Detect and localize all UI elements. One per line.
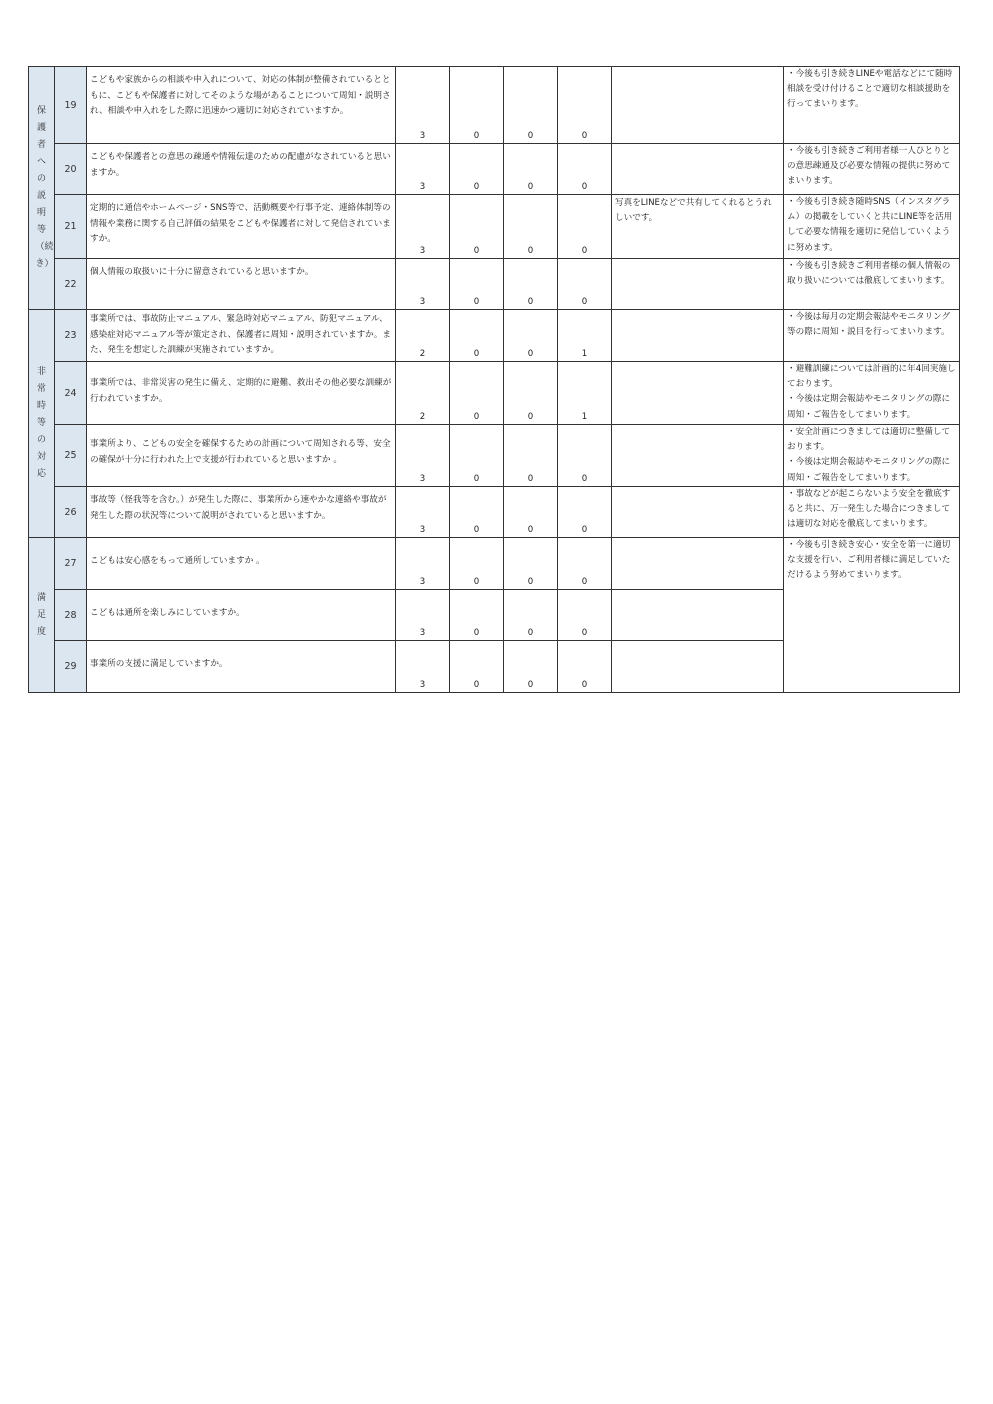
count-cell bbox=[396, 144, 450, 195]
category-label: 満足度 bbox=[36, 592, 46, 637]
question-text: 事業所では、事故防止マニュアル、緊急時対応マニュアル、防犯マニュアル、感染症対応マニュアル等が策定され、保護者に周知・説明されていますか。また、発生を想定した訓練が実施されていますか。 bbox=[90, 314, 391, 355]
table-row bbox=[29, 487, 960, 538]
response-line: ・今後も引き続きご利用者様の個人情報の取り扱いについては徹底してまいります。 bbox=[787, 261, 951, 287]
count-cell bbox=[558, 362, 612, 425]
count-value: 0 bbox=[581, 525, 588, 535]
question-text: こどもや家族からの相談や申入れについて、対応の体制が整備されているとともに、こどもや保護者に対してそのような場があることについて周知・説明され、相談や申入れをした際に迅速かつ適切に対応されていますか。 bbox=[90, 75, 391, 116]
response-line: ・避難訓練については計画的に年4回実施しております。 bbox=[787, 364, 956, 390]
count-value: 0 bbox=[581, 131, 588, 141]
feedback-text bbox=[612, 144, 783, 145]
response-cell bbox=[784, 487, 960, 538]
count-cell bbox=[396, 67, 450, 144]
count-value: 1 bbox=[581, 412, 588, 422]
count-value: 0 bbox=[527, 182, 534, 192]
count-cell bbox=[504, 538, 558, 590]
count-value: 0 bbox=[527, 680, 534, 690]
count-cell bbox=[558, 487, 612, 538]
count-value: 3 bbox=[419, 246, 426, 256]
row-number: 25 bbox=[55, 425, 87, 487]
count-cell bbox=[558, 67, 612, 144]
table-row bbox=[29, 538, 960, 590]
question-cell bbox=[87, 67, 396, 144]
response-line: ・安全計画につきましては適切に整備しております。 bbox=[787, 427, 951, 453]
count-value: 0 bbox=[527, 412, 534, 422]
count-cell bbox=[558, 538, 612, 590]
response-line: ・今後も引き続き安心・安全を第一に適切な支援を行い、ご利用者様に満足していただけるよう努めてまいります。 bbox=[787, 540, 951, 581]
row-number: 27 bbox=[55, 538, 87, 590]
count-value: 0 bbox=[527, 474, 534, 484]
response-cell bbox=[784, 310, 960, 362]
count-cell bbox=[396, 487, 450, 538]
count-value: 0 bbox=[473, 182, 480, 192]
count-cell bbox=[450, 590, 504, 641]
count-value: 0 bbox=[527, 525, 534, 535]
table-row bbox=[29, 67, 960, 144]
count-value: 0 bbox=[473, 349, 480, 359]
count-value: 0 bbox=[473, 680, 480, 690]
count-value: 0 bbox=[581, 182, 588, 192]
count-cell bbox=[558, 641, 612, 693]
table-row bbox=[29, 362, 960, 425]
count-cell bbox=[450, 425, 504, 487]
count-cell bbox=[558, 195, 612, 259]
question-text: こどもは通所を楽しみにしていますか。 bbox=[90, 608, 245, 618]
question-text: 事故等（怪我等を含む。）が発生した際に、事業所から速やかな連絡や事故が発生した際の状況等について説明がされていると思いますか。 bbox=[90, 495, 387, 521]
question-cell bbox=[87, 310, 396, 362]
count-cell bbox=[450, 144, 504, 195]
question-text: 事業所より、こどもの安全を確保するための計画について周知される等、安全の確保が十分に行われた上で支援が行われていると思いますか 。 bbox=[90, 439, 391, 465]
count-value: 0 bbox=[473, 525, 480, 535]
count-cell bbox=[396, 362, 450, 425]
feedback-cell bbox=[612, 195, 784, 259]
count-value: 3 bbox=[419, 297, 426, 307]
question-cell bbox=[87, 144, 396, 195]
feedback-text bbox=[612, 641, 783, 642]
count-cell bbox=[504, 425, 558, 487]
category-cell bbox=[29, 310, 55, 538]
count-value: 0 bbox=[581, 680, 588, 690]
count-value: 0 bbox=[527, 349, 534, 359]
feedback-cell bbox=[612, 590, 784, 641]
question-text: こどもや保護者との意思の疎通や情報伝達のための配慮がなされていると思いますか。 bbox=[90, 152, 391, 178]
count-value: 0 bbox=[581, 628, 588, 638]
count-cell bbox=[504, 67, 558, 144]
count-value: 0 bbox=[527, 297, 534, 307]
response-line: ・今後は定期会報誌やモニタリングの際に周知・ご報告をしてまいります。 bbox=[787, 394, 951, 420]
feedback-text: 写真をLINEなどで共有してくれるとうれしいです。 bbox=[615, 198, 772, 223]
count-value: 2 bbox=[419, 349, 426, 359]
table-row bbox=[29, 259, 960, 310]
count-cell bbox=[396, 425, 450, 487]
feedback-text bbox=[612, 67, 783, 68]
count-value: 3 bbox=[419, 131, 426, 141]
count-cell bbox=[558, 425, 612, 487]
row-number: 24 bbox=[55, 362, 87, 425]
table-row bbox=[29, 310, 960, 362]
count-cell bbox=[450, 67, 504, 144]
row-number: 19 bbox=[55, 67, 87, 144]
row-number: 29 bbox=[55, 641, 87, 693]
feedback-cell bbox=[612, 310, 784, 362]
question-text: 事業所では、非常災害の発生に備え、定期的に避難、救出その他必要な訓練が行われていますか。 bbox=[90, 378, 392, 404]
row-number: 21 bbox=[55, 195, 87, 259]
count-cell bbox=[558, 144, 612, 195]
count-cell bbox=[504, 144, 558, 195]
count-cell bbox=[450, 310, 504, 362]
count-value: 0 bbox=[581, 297, 588, 307]
count-value: 2 bbox=[419, 412, 426, 422]
count-value: 0 bbox=[581, 246, 588, 256]
question-cell bbox=[87, 538, 396, 590]
count-cell bbox=[396, 259, 450, 310]
count-value: 0 bbox=[527, 131, 534, 141]
feedback-text bbox=[612, 362, 783, 363]
response-line: ・今後も引き続き随時SNS（インスタグラム）の掲載をしていくと共にLINE等を活用して必要な情報を適切に発信していくように努めます。 bbox=[787, 197, 953, 253]
count-value: 1 bbox=[581, 349, 588, 359]
category-label: 保護者への説明等（続き） bbox=[35, 106, 54, 269]
count-cell bbox=[396, 641, 450, 693]
feedback-cell bbox=[612, 425, 784, 487]
question-cell bbox=[87, 195, 396, 259]
response-line: ・今後も引き続きLINEや電話などにて随時相談を受け付けることで適切な相談援助を行ってまいります。 bbox=[787, 69, 953, 110]
count-cell bbox=[450, 259, 504, 310]
count-value: 3 bbox=[419, 628, 426, 638]
count-cell bbox=[450, 487, 504, 538]
count-value: 0 bbox=[473, 412, 480, 422]
count-cell bbox=[504, 641, 558, 693]
count-value: 0 bbox=[473, 131, 480, 141]
response-cell bbox=[784, 67, 960, 144]
count-cell bbox=[396, 310, 450, 362]
count-cell bbox=[504, 590, 558, 641]
category-cell bbox=[29, 538, 55, 693]
count-value: 0 bbox=[473, 297, 480, 307]
response-line: ・今後は毎月の定期会報誌やモニタリング等の際に周知・説目を行ってまいります。 bbox=[787, 312, 951, 338]
response-line: ・今後は定期会報誌やモニタリングの際に周知・ご報告をしてまいります。 bbox=[787, 457, 951, 483]
feedback-text bbox=[612, 538, 783, 539]
count-cell bbox=[396, 538, 450, 590]
feedback-text bbox=[612, 259, 783, 260]
table-row bbox=[29, 425, 960, 487]
question-cell bbox=[87, 590, 396, 641]
count-value: 0 bbox=[527, 577, 534, 587]
response-cell bbox=[784, 195, 960, 259]
count-value: 0 bbox=[473, 474, 480, 484]
question-text: こどもは安心感をもって通所していますか 。 bbox=[90, 556, 265, 566]
count-value: 0 bbox=[473, 577, 480, 587]
count-value: 0 bbox=[473, 246, 480, 256]
row-number: 23 bbox=[55, 310, 87, 362]
count-cell bbox=[450, 538, 504, 590]
count-cell bbox=[504, 487, 558, 538]
count-cell bbox=[558, 310, 612, 362]
response-line: ・事故などが起こらないよう安全を徹底すると共に、万一発生した場合につきましては適切な対応を徹底してまいります。 bbox=[787, 489, 951, 530]
question-cell bbox=[87, 641, 396, 693]
response-cell bbox=[784, 425, 960, 487]
count-value: 0 bbox=[527, 628, 534, 638]
count-cell bbox=[396, 590, 450, 641]
feedback-text bbox=[612, 590, 783, 591]
count-value: 3 bbox=[419, 182, 426, 192]
count-cell bbox=[504, 259, 558, 310]
table-row bbox=[29, 144, 960, 195]
question-cell bbox=[87, 362, 396, 425]
question-text: 事業所の支援に満足していますか。 bbox=[90, 659, 228, 669]
count-cell bbox=[504, 195, 558, 259]
response-cell bbox=[784, 259, 960, 310]
category-label: 非常時等の対応 bbox=[36, 367, 46, 479]
feedback-cell bbox=[612, 67, 784, 144]
response-cell bbox=[784, 538, 960, 693]
question-cell bbox=[87, 425, 396, 487]
feedback-cell bbox=[612, 362, 784, 425]
count-cell bbox=[558, 590, 612, 641]
row-number: 26 bbox=[55, 487, 87, 538]
count-value: 0 bbox=[527, 246, 534, 256]
feedback-cell bbox=[612, 538, 784, 590]
question-cell bbox=[87, 487, 396, 538]
row-number: 22 bbox=[55, 259, 87, 310]
feedback-cell bbox=[612, 487, 784, 538]
count-cell bbox=[504, 310, 558, 362]
feedback-text bbox=[612, 487, 783, 488]
count-cell bbox=[450, 641, 504, 693]
count-value: 0 bbox=[581, 577, 588, 587]
feedback-text bbox=[612, 425, 783, 426]
feedback-cell bbox=[612, 144, 784, 195]
count-value: 0 bbox=[581, 474, 588, 484]
feedback-cell bbox=[612, 641, 784, 693]
count-cell bbox=[450, 362, 504, 425]
question-text: 個人情報の取扱いに十分に留意されていると思いますか。 bbox=[90, 267, 314, 277]
count-cell bbox=[450, 195, 504, 259]
evaluation-table bbox=[28, 66, 960, 693]
count-value: 3 bbox=[419, 680, 426, 690]
response-line: ・今後も引き続きご利用者様一人ひとりとの意思疎通及び必要な情報の提供に努めてまいります。 bbox=[787, 146, 951, 187]
feedback-cell bbox=[612, 259, 784, 310]
count-cell bbox=[396, 195, 450, 259]
response-cell bbox=[784, 144, 960, 195]
count-value: 3 bbox=[419, 577, 426, 587]
response-cell bbox=[784, 362, 960, 425]
row-number: 28 bbox=[55, 590, 87, 641]
table-row bbox=[29, 195, 960, 259]
row-number: 20 bbox=[55, 144, 87, 195]
category-cell bbox=[29, 67, 55, 310]
question-cell bbox=[87, 259, 396, 310]
question-text: 定期的に通信やホームページ・SNS等で、活動概要や行事予定、連絡体制等の情報や業務に関する自己評価の結果をこどもや保護者に対して発信されていますか。 bbox=[90, 203, 391, 244]
count-cell bbox=[558, 259, 612, 310]
count-value: 3 bbox=[419, 474, 426, 484]
feedback-text bbox=[612, 310, 783, 311]
count-cell bbox=[504, 362, 558, 425]
count-value: 3 bbox=[419, 525, 426, 535]
count-value: 0 bbox=[473, 628, 480, 638]
